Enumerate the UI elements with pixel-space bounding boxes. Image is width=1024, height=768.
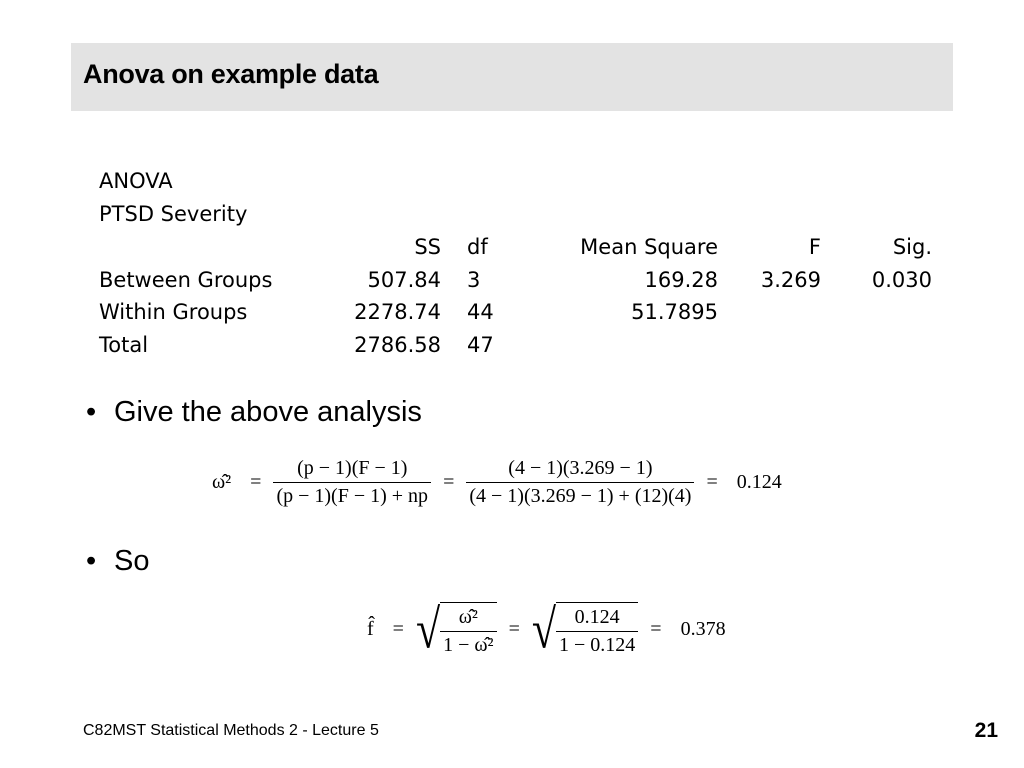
equals-sign: = [392,618,404,640]
fraction-numerator: 0.124 [556,606,638,632]
bullet-so [86,545,149,578]
header-cell: SS [414,235,441,259]
anova-variable: PTSD Severity [99,202,248,226]
omega-squared-formula [205,457,789,508]
table-cell: 47 [467,332,494,357]
f-result: 0.378 [680,618,726,640]
table-cell: 0.030 [871,267,932,292]
fraction-numerator: ω̂² [440,606,496,632]
fraction-denominator: (p − 1)(F − 1) + np [276,485,429,507]
bullet-marker: • [86,545,97,577]
slide-footer: C82MST Statistical Methods 2 - Lecture 5 [83,722,379,739]
table-cell [515,329,718,362]
fraction-denominator: (4 − 1)(3.269 − 1) + (12)(4) [469,485,692,507]
equals-sign: = [706,471,718,493]
page-number: 21 [974,719,998,742]
table-row [99,296,932,329]
anova-output [99,165,949,361]
table-cell: 169.28 [644,267,718,292]
bullet-marker: • [86,396,97,428]
fraction-denominator: 1 − ω̂² [443,634,494,656]
row-label: Within Groups [99,300,248,324]
table-row [99,264,932,297]
effect-size-f-formula [360,598,733,660]
slide-title-bar [71,43,953,111]
square-root-values [531,598,638,660]
table-cell [821,296,932,329]
anova-label: ANOVA [99,169,173,193]
general-fraction [440,606,496,657]
values-fraction [466,457,694,508]
equals-sign: = [443,471,455,493]
row-label: Between Groups [99,267,273,292]
fraction-numerator: (p − 1)(F − 1) [273,457,431,483]
bullet-text: So [114,545,150,577]
header-cell: F [808,235,821,259]
row-label: Total [99,332,149,357]
header-cell [99,231,324,264]
fraction-numerator: (4 − 1)(3.269 − 1) [466,457,694,483]
header-cell: Sig. [892,235,932,259]
table-cell [718,296,821,329]
bullet-give-analysis [86,396,422,429]
table-cell: 3 [467,267,481,292]
radical-sign: √ [531,598,556,660]
square-root-general [415,598,497,660]
anova-table [99,231,932,361]
equals-sign: = [508,618,520,640]
table-cell: 2786.58 [354,332,441,357]
general-fraction [273,457,431,508]
radical-sign: √ [415,598,441,660]
slide-title: Anova on example data [83,59,379,89]
bullet-text: Give the above analysis [114,396,422,428]
omega-result: 0.124 [736,471,782,493]
table-cell: 507.84 [367,267,441,292]
table-cell: 2278.74 [354,300,441,324]
values-fraction [556,606,638,657]
header-cell: Mean Square [580,235,718,259]
header-cell: df [467,235,488,259]
anova-header-row [99,231,932,264]
equals-sign: = [250,471,262,493]
table-cell: 51.7895 [631,300,718,324]
table-cell: 44 [467,300,494,324]
table-row [99,329,932,362]
table-cell [821,329,932,362]
table-cell [718,329,821,362]
fraction-denominator: 1 − 0.124 [559,634,636,656]
equals-sign: = [650,618,662,640]
table-cell: 3.269 [760,267,821,292]
omega-lhs: ω̂² [212,471,232,493]
f-lhs: f̂ [367,618,374,640]
